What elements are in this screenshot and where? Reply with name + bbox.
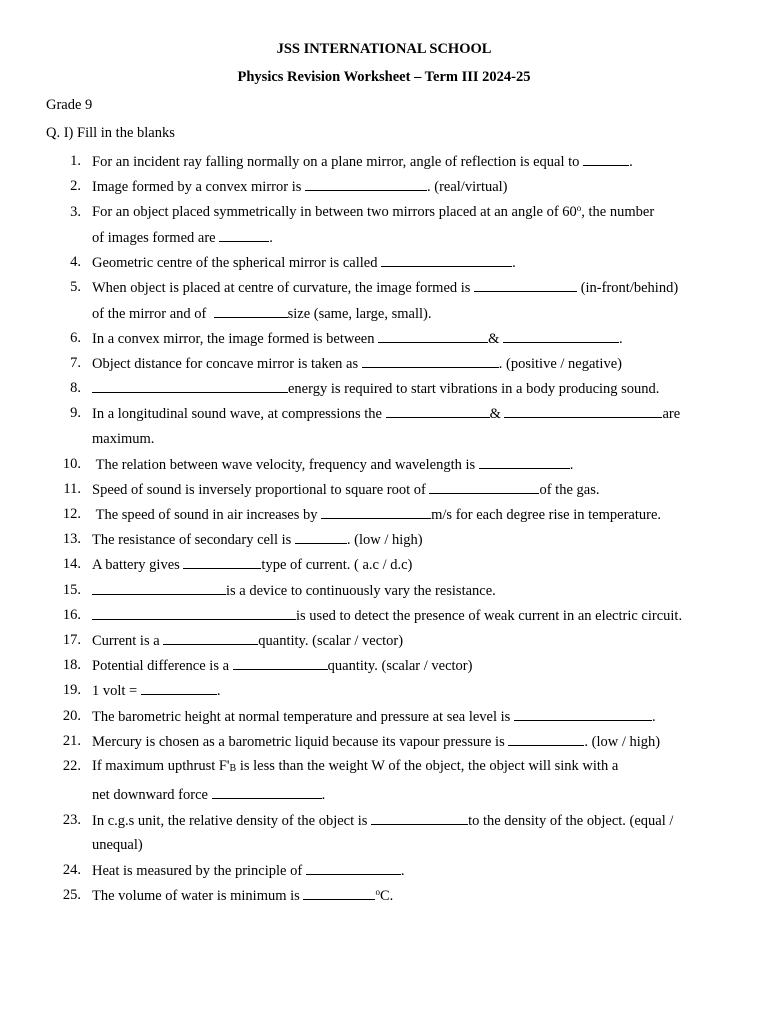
answer-blank[interactable] [92, 380, 288, 393]
question-text: downward force [113, 787, 208, 803]
question-number: 10. [62, 456, 81, 472]
question-number: 4. [70, 254, 81, 270]
question-text: type of current. ( a.c / d.c) [261, 557, 413, 573]
answer-blank[interactable] [219, 229, 269, 242]
answer-blank[interactable] [214, 305, 288, 318]
question-text: energy is required to start vibrations in a body producing sound. [288, 381, 660, 397]
question-text: The barometric height at normal temperature and pressure at sea level is [92, 709, 511, 725]
answer-blank[interactable] [504, 405, 662, 418]
question-number: 12. [62, 506, 81, 522]
answer-blank[interactable] [508, 733, 584, 746]
question-text: Current is a [92, 633, 160, 649]
question-text: (in-front/behind) [580, 280, 679, 296]
question-number: 23. [62, 812, 81, 828]
question-text: & [488, 331, 500, 347]
question-text: maximum. [92, 431, 155, 447]
question-number: 7. [70, 355, 81, 371]
question-text: , the number [581, 204, 655, 220]
question-text-end: . (low / high) [584, 734, 661, 750]
question-text: Object distance for concave mirror is taken as [92, 356, 359, 372]
answer-blank[interactable] [429, 481, 539, 494]
school-name: JSS INTERNATIONAL SCHOOL [276, 41, 492, 57]
question-text: & [489, 406, 501, 422]
question-number: 6. [70, 330, 81, 346]
answer-blank[interactable] [233, 657, 328, 670]
answer-blank[interactable] [474, 279, 577, 292]
question-text: Potential difference is a [92, 658, 230, 674]
question-text-end: . (positive / negative) [498, 356, 622, 372]
question-text: is a device to continuously vary the resistance. [226, 583, 496, 599]
question-number: 25. [62, 887, 81, 903]
question-text-end: . [629, 154, 633, 170]
answer-blank[interactable] [378, 330, 488, 343]
question-text: are [662, 406, 681, 422]
question-text: If maximum upthrust F' [92, 758, 230, 774]
question-number: 19. [62, 682, 81, 698]
answer-blank[interactable] [303, 887, 375, 900]
question-text: is used to detect the presence of weak current in an electric circuit. [296, 608, 683, 624]
question-text: of the mirror and of [92, 306, 207, 322]
answer-blank[interactable] [183, 556, 261, 569]
answer-blank[interactable] [92, 607, 296, 620]
question-text-end: . [651, 709, 656, 725]
question-text: For an object placed symmetrically in between two mirrors placed at an angle of 60 [92, 204, 577, 220]
subscript-b: B [229, 763, 237, 774]
answer-blank[interactable] [163, 632, 258, 645]
question-text: The volume of water is minimum is [92, 888, 300, 904]
question-text: Mercury is chosen as a barometric liquid because its vapour pressure is [92, 734, 505, 750]
answer-blank[interactable] [362, 355, 499, 368]
answer-blank[interactable] [212, 786, 322, 799]
question-text-end: . [321, 787, 326, 803]
question-text: unequal) [92, 837, 143, 853]
question-text: For an incident ray falling normally on a plane mirror, angle of reflection is equal to [92, 154, 580, 170]
question-text: Image formed by a convex mirror is [92, 179, 302, 195]
question-number: 20. [62, 708, 81, 724]
question-text: size (same, large, small). [287, 306, 432, 322]
question-text: quantity. (scalar / vector) [327, 658, 473, 674]
question-text: 1 volt = [92, 683, 138, 699]
answer-blank[interactable] [514, 708, 652, 721]
question-text: A battery gives [92, 557, 180, 573]
question-text-end: . [512, 255, 516, 271]
question-number: 22. [62, 758, 81, 774]
question-text: net [92, 787, 110, 803]
question-text: In a convex mirror, the image formed is between [92, 331, 375, 347]
answer-blank[interactable] [321, 506, 431, 519]
question-text-end: . (low / high) [346, 532, 423, 548]
question-number: 21. [62, 733, 81, 749]
answer-blank[interactable] [141, 682, 217, 695]
question-text: The resistance of secondary cell is [92, 532, 292, 548]
question-text: When object is placed at centre of curvature, the image formed is [92, 280, 471, 296]
question-text: Heat is measured by the principle of [92, 863, 303, 879]
question-number: 15. [62, 582, 81, 598]
question-text: to the density of the object. (equal / [468, 813, 674, 829]
degree-sign: o [375, 887, 380, 897]
question-text-end: . [619, 331, 623, 347]
answer-blank[interactable] [306, 862, 401, 875]
question-text: quantity. (scalar / vector) [258, 633, 404, 649]
question-text-end: . [269, 230, 273, 246]
answer-blank[interactable] [479, 456, 570, 469]
answer-blank[interactable] [295, 531, 347, 544]
question-text: is less than the weight W of the object, the object will sink with a [239, 758, 619, 774]
question-number: 8. [70, 380, 81, 396]
question-text: Geometric centre of the spherical mirror is called [92, 255, 378, 271]
question-number: 17. [62, 632, 81, 648]
question-number: 3. [70, 204, 81, 220]
question-text: of images formed are [92, 230, 216, 246]
answer-blank[interactable] [583, 153, 629, 166]
degree-sign: o [576, 203, 582, 213]
question-text: The speed of sound in air increases by [95, 507, 318, 523]
question-text: In c.g.s unit, the relative density of the object is [92, 813, 368, 829]
question-number: 24. [62, 862, 81, 878]
answer-blank[interactable] [305, 178, 427, 191]
question-number: 18. [62, 657, 81, 673]
question-text: Speed of sound is inversely proportional to square root of [92, 482, 426, 498]
answer-blank[interactable] [381, 254, 512, 267]
question-number: 13. [62, 531, 81, 547]
question-text-end: . [400, 863, 405, 879]
answer-blank[interactable] [386, 405, 490, 418]
question-text: of the gas. [539, 482, 600, 498]
question-number: 16. [62, 607, 81, 623]
question-number: 1. [70, 153, 81, 169]
question-text-end: C. [379, 888, 394, 904]
question-text: In a longitudinal sound wave, at compressions the [92, 406, 382, 422]
question-text-end: . [216, 683, 221, 699]
answer-blank[interactable] [371, 812, 468, 825]
question-text: The relation between wave velocity, frequency and wavelength is [95, 457, 476, 473]
question-number: 14. [62, 556, 81, 572]
section-heading: Q. I) Fill in the blanks [46, 125, 175, 141]
question-text: m/s for each degree rise in temperature. [431, 507, 662, 523]
question-number: 2. [70, 178, 81, 194]
question-number: 9. [70, 405, 81, 421]
question-text-end: . (real/virtual) [427, 179, 508, 195]
answer-blank[interactable] [503, 330, 619, 343]
grade-label: Grade 9 [46, 97, 93, 113]
question-number: 11. [63, 481, 81, 497]
answer-blank[interactable] [92, 582, 226, 595]
worksheet-title: Physics Revision Worksheet – Term III 2024-25 [237, 69, 531, 85]
question-text-end: . [569, 457, 574, 473]
question-number: 5. [70, 279, 81, 295]
